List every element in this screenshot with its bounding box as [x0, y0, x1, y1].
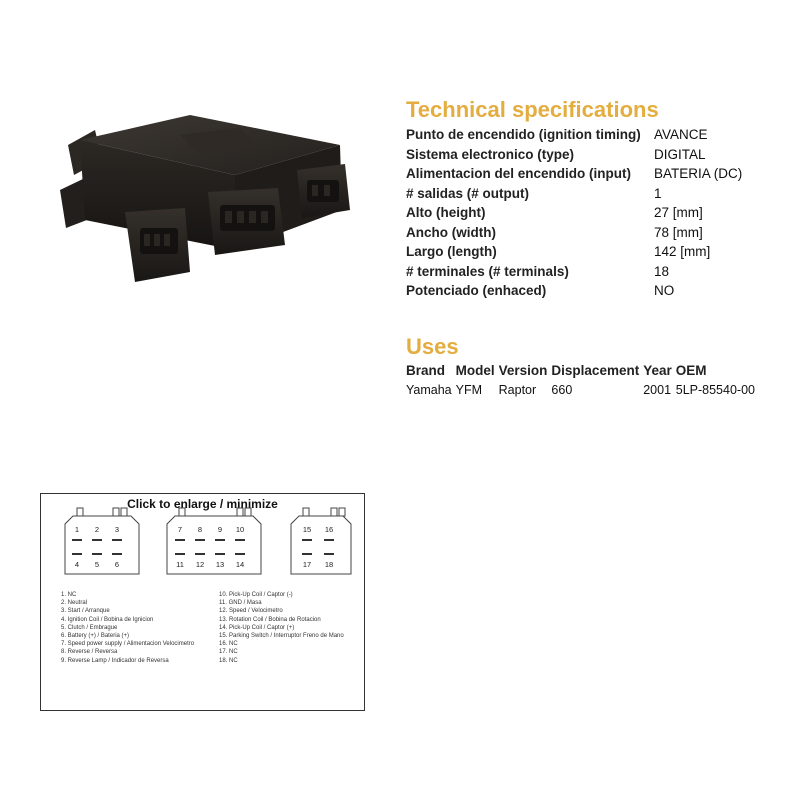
pin-number: 16: [324, 525, 334, 534]
uses-cell-oem: 5LP-85540-00: [675, 383, 755, 397]
pin-number: 18: [324, 560, 334, 569]
spec-row: [406, 184, 742, 204]
pin-legend-item: 12. Speed / Velocimetro: [219, 608, 283, 615]
pin-legend-item: 17. NC: [219, 649, 238, 656]
pin-legend-item: 9. Reverse Lamp / Indicador de Reversa: [61, 657, 169, 664]
pin-legend-item: 10. Pick-Up Coil / Captor (-): [219, 592, 293, 598]
spec-label: # terminales (# terminals): [406, 263, 569, 279]
uses-cell-year: 2001: [643, 383, 672, 397]
uses-cell-displacement: 660: [551, 383, 573, 397]
pin-number: 11: [176, 560, 184, 569]
spec-value: 27 [mm]: [654, 205, 703, 220]
spec-label: Ancho (width): [406, 224, 496, 240]
spec-value: 78 [mm]: [654, 224, 703, 240]
uses-header-version: Version: [498, 363, 548, 378]
pin-number: 5: [94, 560, 100, 569]
pin-legend-item: 18. NC: [219, 657, 238, 664]
spec-row: [406, 164, 742, 184]
uses-header-displacement: Displacement: [551, 363, 640, 378]
uses-header-year: Year: [643, 363, 672, 378]
pin-legend-item: 6. Battery (+) / Bateria (+): [61, 633, 130, 640]
pin-legend-item: 2. Neutral: [61, 600, 88, 607]
pin-legend-item: 11. GND / Masa: [219, 600, 262, 607]
spec-row: [406, 262, 742, 282]
uses-cell-version: Raptor: [498, 383, 537, 397]
uses-cell-brand: Yamaha: [406, 383, 452, 397]
pin-number: 17: [302, 560, 312, 569]
pin-legend-item: 16. NC: [219, 641, 238, 648]
spec-value: NO: [654, 283, 675, 298]
pin-legend-item: 4. Ignition Coil / Bobina de Ignicion: [61, 616, 154, 623]
spec-row: [406, 203, 742, 223]
spec-value: 1: [654, 185, 662, 201]
spec-row: [406, 223, 742, 243]
enlarge-toggle-link[interactable]: Click to enlarge / minimize: [127, 497, 278, 511]
pin-number: 10: [235, 525, 245, 534]
spec-value: AVANCE: [654, 127, 708, 142]
spec-row: [406, 125, 742, 145]
pin-legend-item: 13. Rotation Coil / Bobina de Rotacion: [219, 616, 321, 623]
pin-legend-item: 5. Clutch / Embrague: [61, 624, 118, 631]
spec-value: BATERIA (DC): [654, 166, 743, 181]
uses-header-oem: OEM: [675, 363, 707, 378]
spec-row: [406, 145, 742, 165]
uses-title: Uses: [406, 334, 459, 359]
uses-header-model: Model: [455, 363, 495, 378]
product-image: [40, 100, 370, 300]
uses-header-brand: Brand: [406, 363, 446, 378]
spec-label: Alto (height): [406, 205, 486, 220]
spec-value: 142 [mm]: [654, 244, 711, 259]
spec-label: Largo (length): [406, 244, 497, 259]
pin-number: 14: [235, 560, 245, 569]
pin-legend-left: [61, 591, 194, 665]
spec-label: # salidas (# output): [406, 185, 530, 201]
uses-table: [406, 361, 759, 400]
pin-number: 1: [74, 525, 80, 534]
spec-label: Alimentacion del encendido (input): [406, 166, 632, 181]
pin-number: 4: [74, 560, 80, 569]
pin-number: 13: [215, 560, 225, 569]
table-row: [406, 380, 759, 400]
pin-number: 8: [197, 525, 203, 534]
pin-number: 7: [177, 525, 183, 534]
pin-number: 3: [114, 525, 120, 534]
pin-number: 9: [217, 525, 223, 534]
spec-value: DIGITAL: [654, 146, 706, 162]
uses-header-row: [406, 361, 759, 380]
uses-cell-model: YFM: [455, 383, 483, 397]
pin-legend-right: [219, 591, 344, 665]
pin-legend-item: 3. Start / Arranque: [61, 608, 110, 615]
pin-number: 6: [114, 560, 120, 569]
spec-label: Sistema electronico (type): [406, 146, 575, 162]
spec-label: Potenciado (enhaced): [406, 283, 547, 298]
spec-row: [406, 242, 742, 262]
specs-title: Technical specifications: [406, 97, 659, 122]
pin-legend-item: 1. NC: [61, 592, 77, 598]
pin-number: 12: [195, 560, 205, 569]
connector-drawing: [41, 494, 364, 594]
pin-legend-item: 15. Parking Switch / Interruptor Freno de Mano: [219, 633, 344, 640]
pinout-diagram[interactable]: [40, 493, 365, 711]
pin-legend-item: 14. Pick-Up Coil / Captor (+): [219, 624, 295, 631]
spec-label: Punto de encendido (ignition timing): [406, 127, 641, 142]
spec-value: 18: [654, 263, 670, 279]
spec-row: [406, 281, 742, 301]
pin-number: 2: [94, 525, 100, 534]
pin-legend-item: 8. Reverse / Reversa: [61, 649, 118, 656]
pin-legend-item: 7. Speed power supply / Alimentacion Velocimetro: [61, 641, 195, 648]
specs-table: [406, 125, 742, 301]
pin-number: 15: [302, 525, 312, 534]
